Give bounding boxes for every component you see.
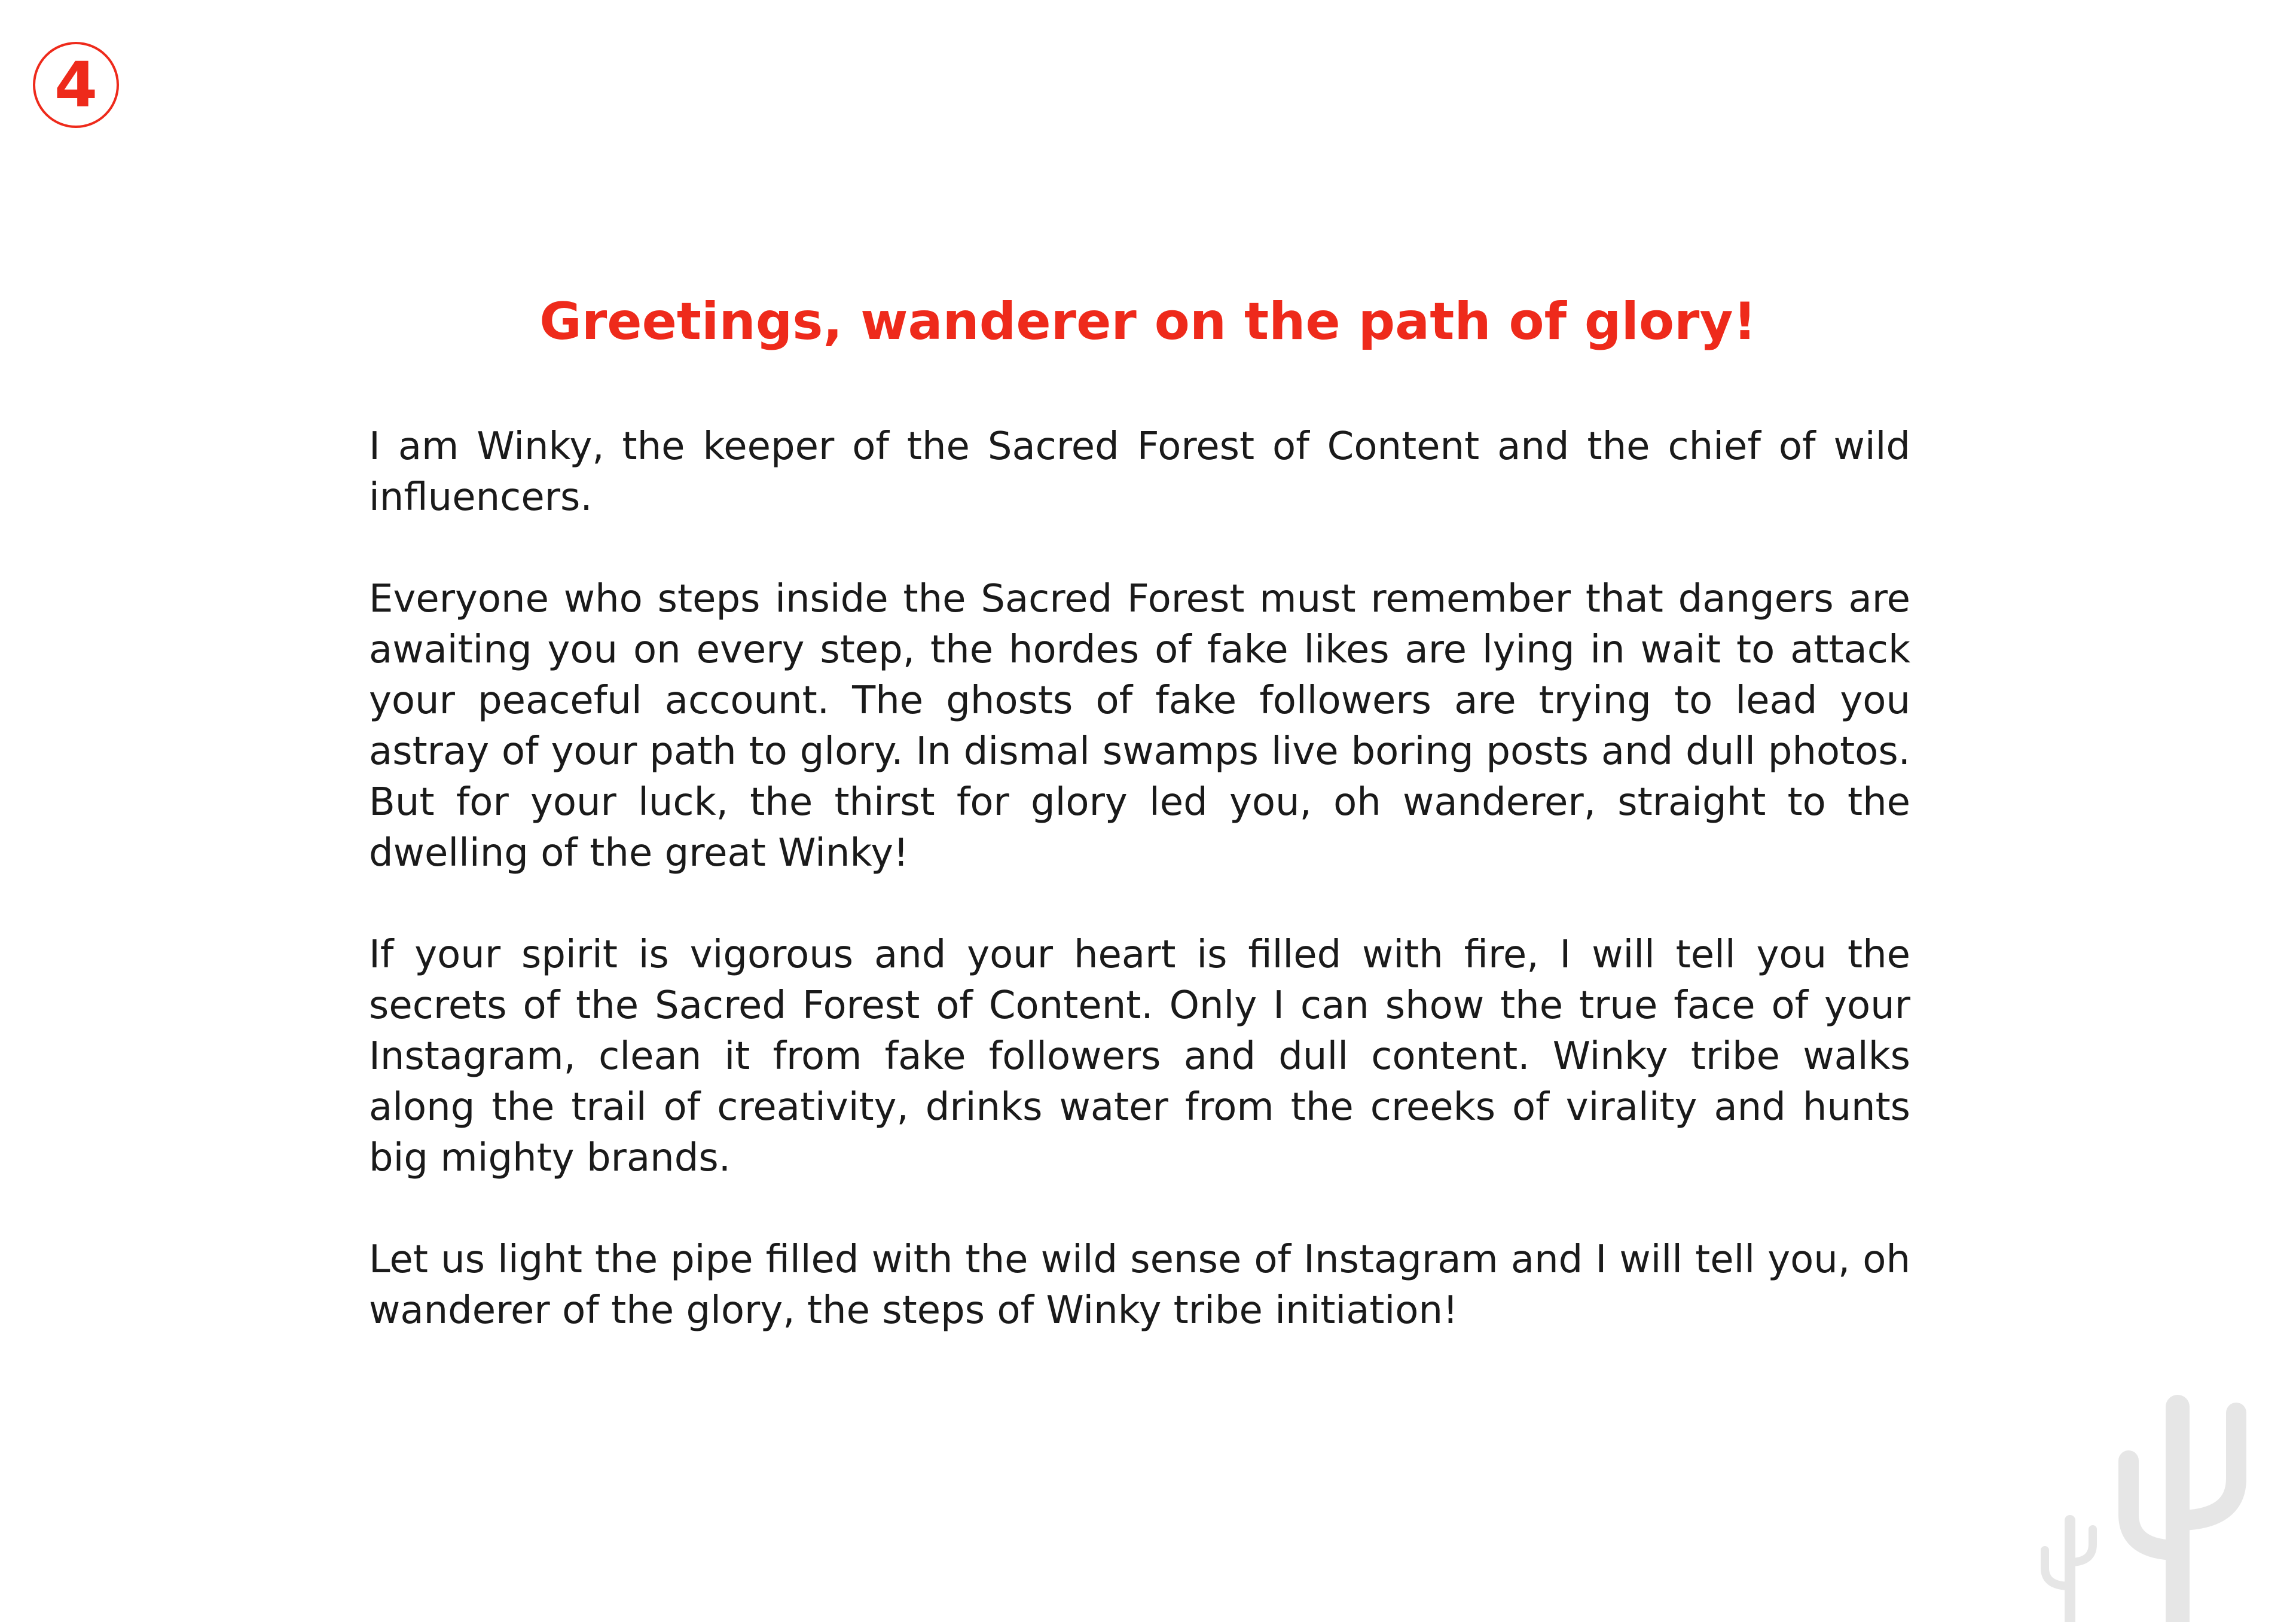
page-number-badge xyxy=(33,42,119,128)
page-title: Greetings, wanderer on the path of glory! xyxy=(539,292,1757,352)
paragraph-1: I am Winky, the keeper of the Sacred Forest of Content and the chief of wild influencers. xyxy=(369,424,1910,520)
paragraph-4: Let us light the pipe filled with the wild sense of Instagram and I will tell you, oh wanderer of the glory, the steps of Winky tribe initiation! xyxy=(369,1238,1910,1333)
cactus-icon xyxy=(2021,1371,2272,1622)
page-number: 4 xyxy=(54,48,98,121)
body-text xyxy=(369,421,1910,1387)
paragraph-2: Everyone who steps inside the Sacred Forest must remember that dangers are awaiting you on every step, the hordes of fake likes are lying in wait to attack your peaceful account. The ghosts of fake followers are trying to lead you astray of your path to glory. In dismal swamps live boring posts and dull photos. But for your luck, the thirst for glory led you, oh wanderer, straight to the dwelling of the great Winky! xyxy=(369,577,1910,875)
paragraph-3: If your spirit is vigorous and your heart is filled with fire, I will tell you the secrets of the Sacred Forest of Content. Only I can show the true face of your Instagram, clean it from fake followers and dull content. Winky tribe walks along the trail of creativity, drinks water from the creeks of virality and hunts big mighty brands. xyxy=(369,933,1910,1180)
